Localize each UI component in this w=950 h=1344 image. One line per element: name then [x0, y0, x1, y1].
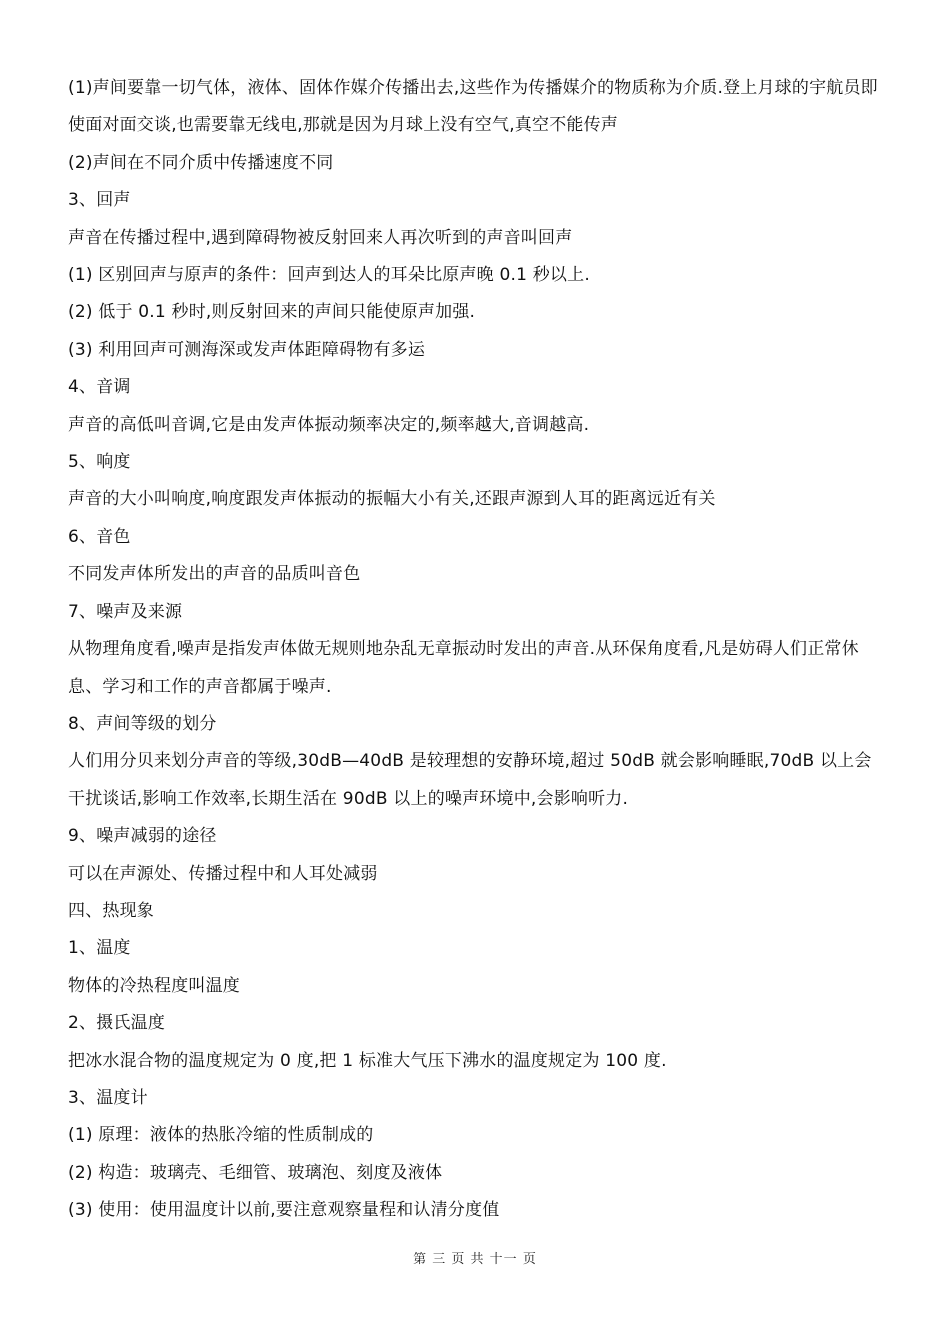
heading-echo: 3、回声	[68, 190, 131, 211]
paragraph-pitch: 声音的高低叫音调,它是由发声体振动频率决定的,频率越大,音调越高.	[68, 414, 590, 435]
paragraph-timbre: 不同发声体所发出的声音的品质叫音色	[68, 564, 361, 585]
paragraph-celsius: 把冰水混合物的温度规定为 0 度,把 1 标准大气压下沸水的温度规定为 100 度.	[68, 1050, 667, 1071]
heading-sound-levels: 8、声间等级的划分	[68, 713, 217, 734]
heading-timbre: 6、音色	[68, 526, 131, 547]
heading-noise: 7、噪声及来源	[68, 601, 183, 622]
list-item-thermometer-3: (3) 使用：使用温度计以前,要注意观察量程和认清分度值	[68, 1200, 500, 1221]
section-heading-heat: 四、热现象	[68, 900, 154, 921]
paragraph-loudness: 声音的大小叫响度,响度跟发声体振动的振幅大小有关,还跟声源到人耳的距离远近有关	[68, 489, 716, 510]
paragraph-temperature: 物体的冷热程度叫温度	[68, 975, 240, 996]
heading-loudness: 5、响度	[68, 452, 131, 473]
list-item-thermometer-1: (1) 原理：液体的热胀冷缩的性质制成的	[68, 1125, 374, 1146]
heading-thermometer: 3、温度计	[68, 1087, 148, 1108]
paragraph-noise-reduction: 可以在声源处、传播过程中和人耳处减弱	[68, 863, 378, 884]
heading-celsius: 2、摄氏温度	[68, 1013, 166, 1034]
paragraph-noise: 从物理角度看,噪声是指发声体做无规则地杂乱无章振动时发出的声音.从环保角度看,凡是妨碍人们正常休息、学习和工作的声音都属于噪声.	[68, 639, 859, 697]
paragraph-sound-levels: 人们用分贝来划分声音的等级,30dB—40dB 是较理想的安静环境,超过 50dB 就会影响睡眠,70dB 以上会干扰谈话,影响工作效率,长期生活在 90dB 以上的噪声环境中,会影响听力.	[68, 751, 872, 809]
list-item-echo-2: (2) 低于 0.1 秒时,则反射回来的声间只能使原声加强.	[68, 302, 476, 323]
paragraph-sound-speed: (2)声间在不同介质中传播速度不同	[68, 152, 334, 173]
list-item-thermometer-2: (2) 构造：玻璃壳、毛细管、玻璃泡、刻度及液体	[68, 1162, 443, 1183]
list-item-echo-3: (3) 利用回声可测海深或发声体距障碍物有多运	[68, 339, 426, 360]
list-item-echo-1: (1) 区别回声与原声的条件：回声到达人的耳朵比原声晚 0.1 秒以上.	[68, 265, 590, 286]
heading-temperature: 1、温度	[68, 938, 131, 959]
page-footer: 第 三 页 共 十一 页	[413, 1252, 537, 1267]
heading-noise-reduction: 9、噪声减弱的途径	[68, 826, 217, 847]
paragraph-echo-definition: 声音在传播过程中,遇到障碍物被反射回来人再次听到的声音叫回声	[68, 227, 573, 248]
heading-pitch: 4、音调	[68, 377, 131, 398]
document-body	[68, 70, 886, 1230]
paragraph-sound-medium: (1)声间要靠一切气体，液体、固体作媒介传播出去,这些作为传播媒介的物质称为介质.登上月球的宇航员即使面对面交谈,也需要靠无线电,那就是因为月球上没有空气,真空不能传声	[68, 78, 878, 136]
